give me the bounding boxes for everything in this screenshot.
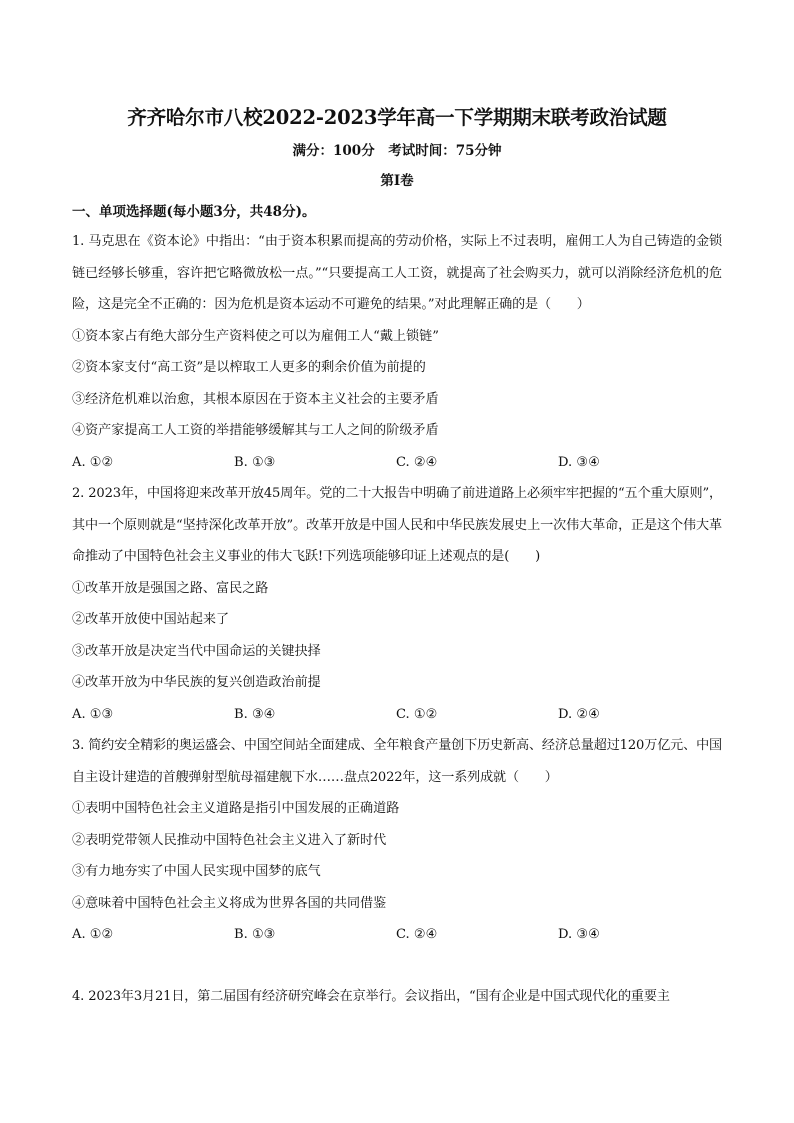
statement-option: ③有力地夯实了中国人民实现中国梦的底气 (72, 864, 321, 879)
question-stem: 1. 马克思在《资本论》中指出：“由于资本积累而提高的劳动价格，实际上不过表明，雇佣工人为自己铸造的金锁链已经够长够重，容许把它略微放松一点。”“只要提高工人工资，就提高了社会购买力，就可以消除经济危机的危险，这是完全不正确的：因为危机是资本运动不可避免的结果。”对此理解正确的是（ ） (72, 234, 722, 312)
choice-a: A. ①② (72, 927, 114, 942)
choice-a: A. ①③ (72, 706, 114, 722)
statement-option: ①改革开放是强国之路、富民之路 (72, 580, 269, 596)
choice-d: D. ③④ (558, 927, 600, 942)
answer-choices (72, 447, 722, 479)
choice-c: C. ②④ (396, 927, 438, 942)
statement-option: ②表明党带领人民推动中国特色社会主义进入了新时代 (72, 832, 387, 848)
question-3 (72, 730, 722, 951)
question-1 (72, 226, 722, 478)
exam-subtitle: 满分：100分 考试时间：75分钟 (292, 143, 502, 159)
choice-d: D. ②④ (558, 706, 600, 722)
question-4 (72, 981, 722, 1011)
statement-option: ①表明中国特色社会主义道路是指引中国发展的正确道路 (72, 801, 400, 816)
statement-option: ④改革开放为中华民族的复兴创造政治前提 (72, 675, 321, 690)
statement-option: ④资产家提高工人工资的举措能够缓解其与工人之间的阶级矛盾 (72, 423, 439, 438)
question-stem: 4. 2023年3月21日，第二届国有经济研究峰会在京举行。会议指出，“国有企业是中国式现代化的重要主 (72, 989, 670, 1004)
question-stem: 3. 简约安全精彩的奥运盛会、中国空间站全面建成、全年粮食产量创下历史新高、经济总量超过120万亿元、中国自主设计建造的首艘弹射型航母福建舰下水……盘点2022年，这一系列成就（ ） (72, 738, 722, 785)
exam-page (72, 100, 722, 951)
section-heading: 一、单项选择题(每小题3分，共48分)。 (72, 204, 316, 220)
volume-heading: 第Ⅰ卷 (380, 173, 414, 189)
statement-option: ③经济危机难以治愈，其根本原因在于资本主义社会的主要矛盾 (72, 391, 439, 407)
statement-option: ②改革开放使中国站起来了 (72, 612, 230, 627)
choice-c: C. ②④ (396, 454, 438, 470)
statement-option: ①资本家占有绝大部分生产资料使之可以为雇佣工人“戴上锁链” (72, 328, 439, 344)
choice-d: D. ③④ (558, 454, 600, 470)
answer-choices (72, 919, 722, 951)
choice-b: B. ①③ (234, 454, 276, 470)
answer-choices (72, 699, 722, 731)
statement-option: ②资本家支付“高工资”是以榨取工人更多的剩余价值为前提的 (72, 360, 426, 375)
question-2 (72, 478, 722, 730)
question-stem: 2. 2023年，中国将迎来改革开放45周年。党的二十大报告中明确了前进道路上必须牢牢把握的“五个重大原则”，其中一个原则就是“坚持深化改革开放”。改革开放是中国人民和中华民族发展史上一次伟大革命，正是这个伟大革命推动了中国特色社会主义事业的伟大飞跃!下列选项能够印证上述观点的是( ) (72, 486, 722, 564)
choice-c: C. ①② (396, 706, 438, 722)
exam-title: 齐齐哈尔市八校2022-2023学年高一下学期期末联考政治试题 (127, 106, 667, 129)
statement-option: ④意味着中国特色社会主义将成为世界各国的共同借鉴 (72, 895, 387, 911)
choice-b: B. ③④ (234, 706, 276, 722)
statement-option: ③改革开放是决定当代中国命运的关键抉择 (72, 643, 321, 659)
choice-a: A. ①② (72, 454, 114, 470)
choice-b: B. ①③ (234, 927, 276, 942)
